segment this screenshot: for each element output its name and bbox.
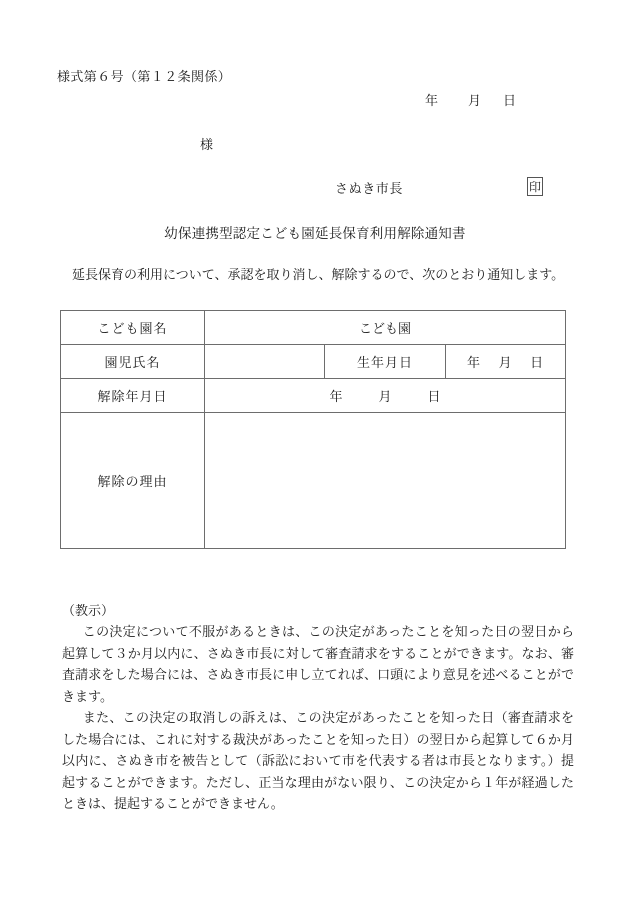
field-release-reason[interactable] (205, 413, 566, 549)
release-day-label: 日 (427, 389, 441, 404)
issuer-name: さぬき市長 (335, 181, 404, 196)
instructions-paragraph-1: この決定について不服があるときは、この決定があったことを知った日の翌日から起算して３か月以内に、さぬき市長に対して審査請求をすることができます。なお、審査請求をした場合には、さぬき市長に申し立てれば、口頭により意見を述べることができます。 (62, 624, 574, 704)
date-month-label: 月 (468, 93, 482, 108)
release-year-label: 年 (329, 389, 343, 404)
row-label-birth-date: 生年月日 (325, 345, 445, 379)
instructions-paragraph-2: また、この決定の取消しの訴えは、この決定があったことを知った日（審査請求をした場合には、これに対する裁決があったことを知った日）の翌日から起算して６か月以内に、さぬき市を被告として（訴訟において市を代表する者は市長となります。）提起することができます。ただし、正当な理由がない限り、この決定から１年が経過したときは、提起することができません。 (62, 710, 574, 811)
birth-year-label: 年 (467, 355, 481, 370)
date-day-label: 日 (503, 93, 517, 108)
notification-details-table (60, 310, 566, 549)
form-number: 様式第６号（第１２条関係） (57, 69, 232, 84)
birth-day-label: 日 (530, 355, 544, 370)
table-row (61, 311, 566, 345)
table-row (61, 413, 566, 549)
date-year-label: 年 (425, 93, 439, 108)
instructions-heading: （教示） (62, 603, 115, 618)
issuer-block (335, 177, 550, 199)
row-label-release-date: 解除年月日 (61, 379, 205, 413)
table-row (61, 379, 566, 413)
birth-month-label: 月 (498, 355, 513, 370)
field-birth-date[interactable] (445, 345, 565, 379)
lead-paragraph: 延長保育の利用について、承認を取り消し、解除するので、次のとおり通知します。 (72, 267, 565, 282)
field-release-date[interactable] (205, 379, 566, 413)
instructions-section (62, 601, 574, 815)
page-title: 幼保連携型認定こども園延長保育利用解除通知書 (164, 226, 466, 241)
field-child-name[interactable] (205, 345, 325, 379)
row-label-kindergarten-name: こども園名 (61, 311, 205, 345)
seal-stamp-box: 印 (527, 177, 543, 196)
field-kindergarten-name[interactable]: こども園 (205, 311, 566, 345)
date-line (425, 90, 516, 109)
row-label-release-reason: 解除の理由 (61, 413, 205, 549)
table-row (61, 345, 566, 379)
release-month-label: 月 (378, 389, 392, 404)
row-label-child-name: 園児氏名 (61, 345, 205, 379)
addressee-honorific: 様 (200, 137, 214, 152)
